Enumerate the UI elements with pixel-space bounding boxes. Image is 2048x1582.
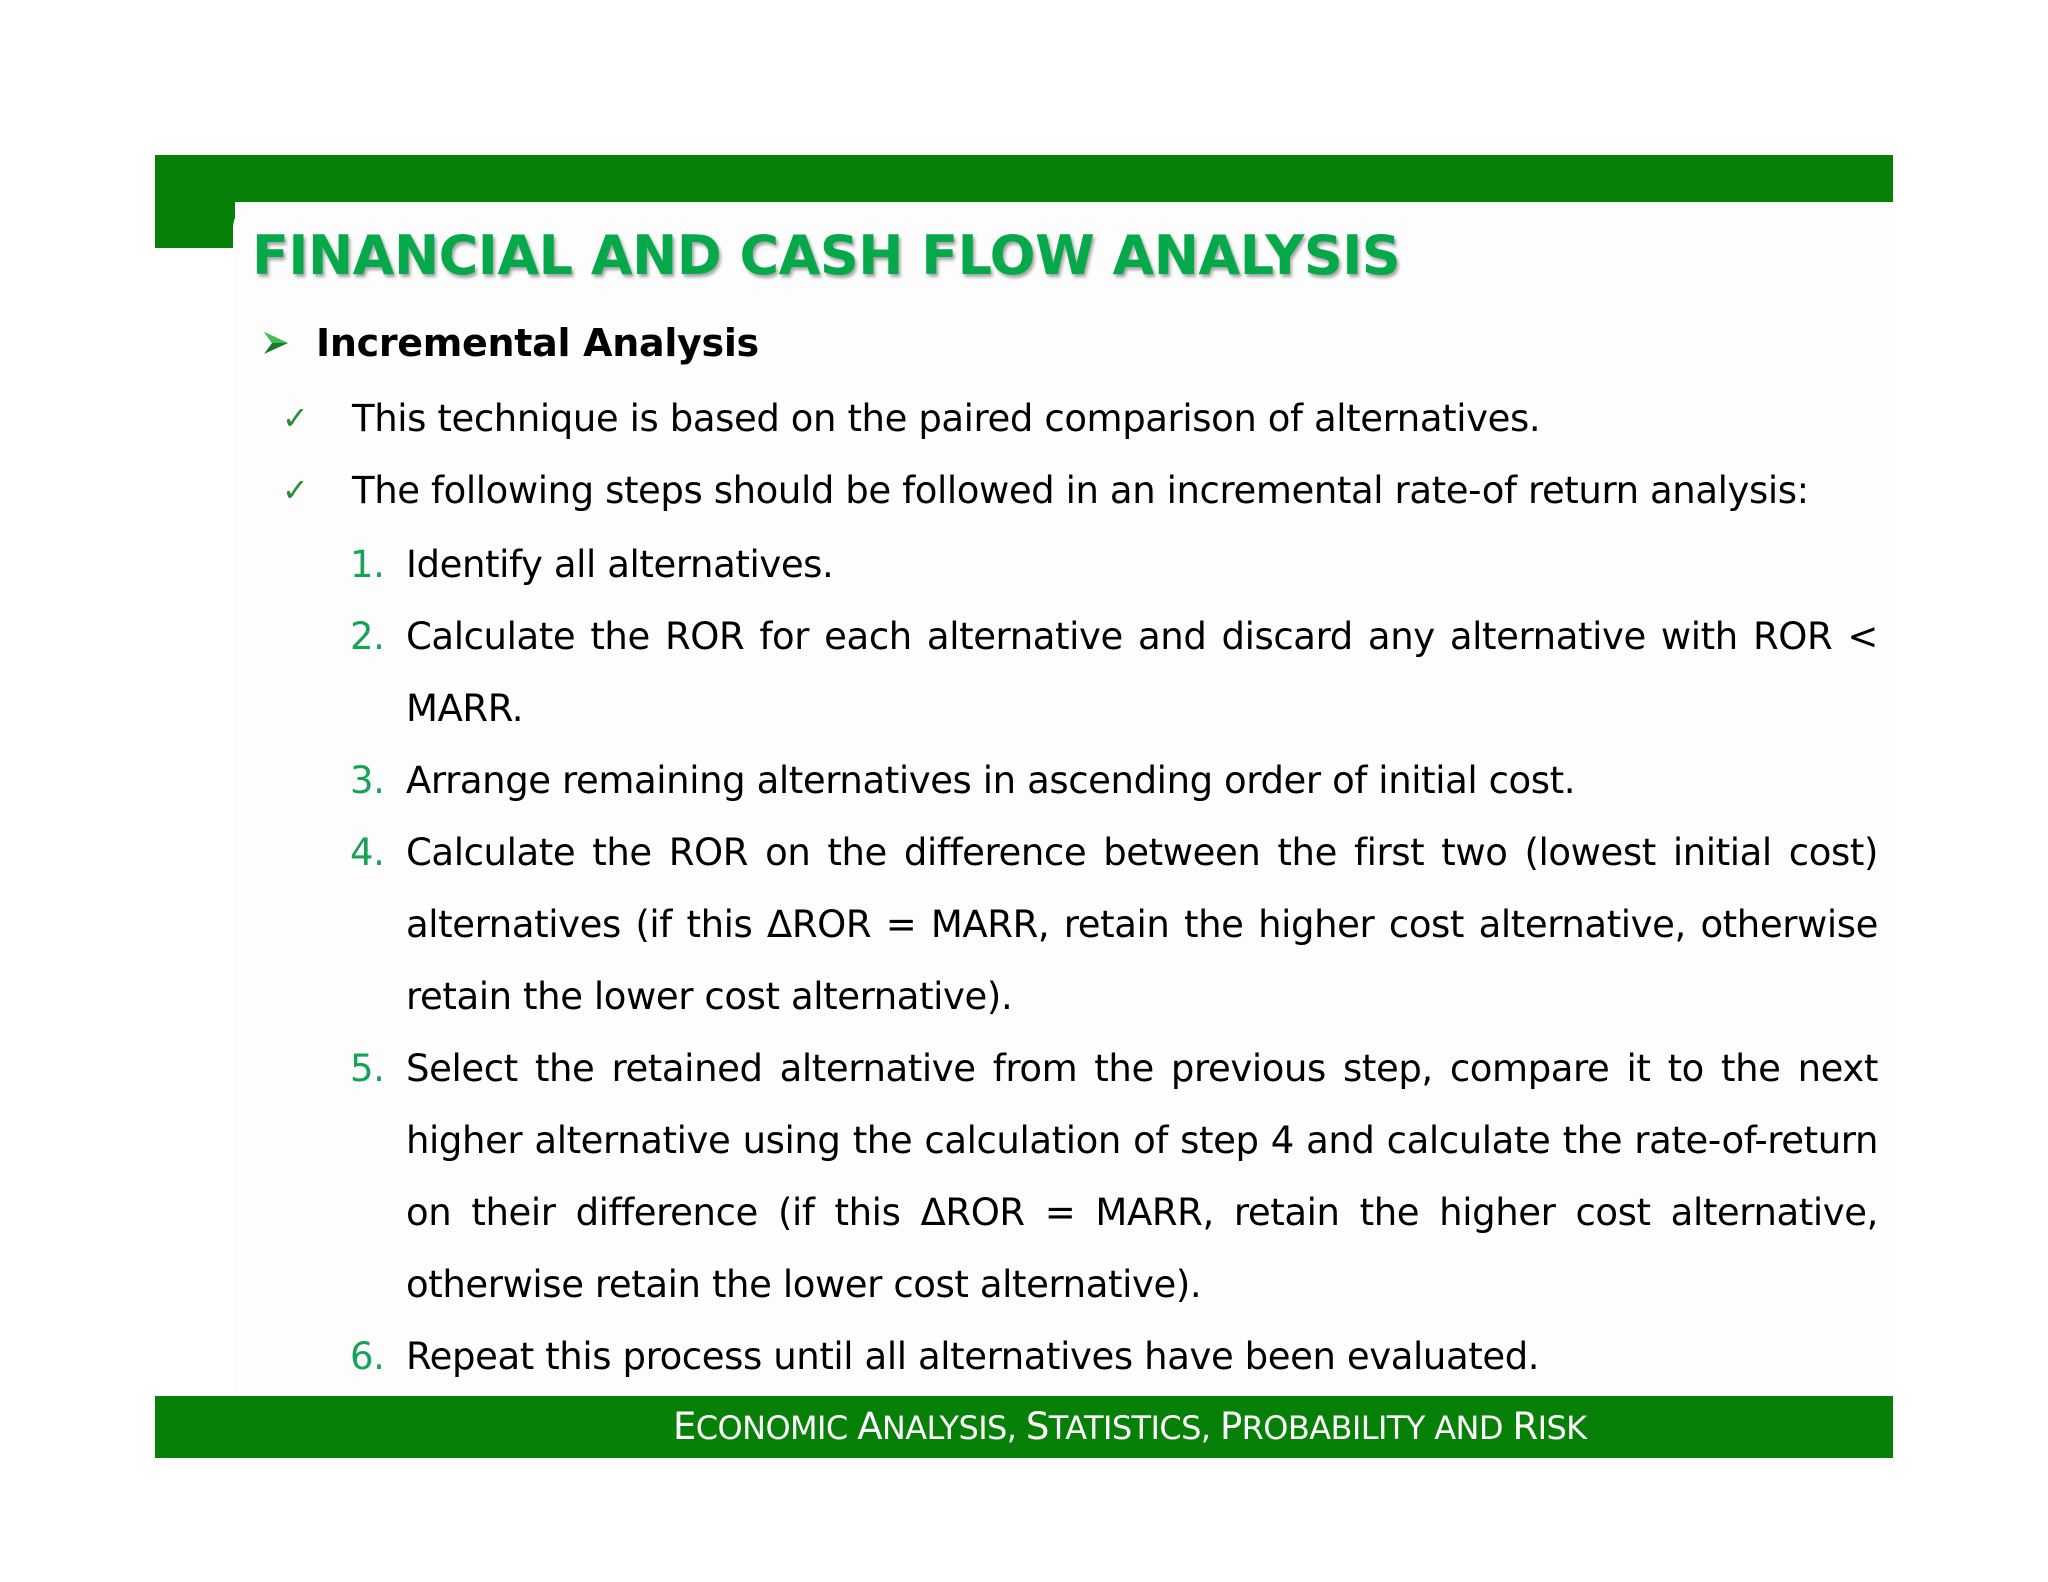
footer-word: TATISTICS, — [1048, 1409, 1220, 1447]
section-heading-label: Incremental Analysis — [316, 321, 759, 365]
footer-title — [673, 1396, 1587, 1458]
arrow-icon — [262, 329, 290, 357]
step-number: 1. — [350, 543, 385, 586]
footer-initial: R — [1512, 1405, 1538, 1448]
header-bar — [155, 155, 1893, 202]
bullet-text: This technique is based on the paired comparison of alternatives. — [352, 396, 1541, 440]
footer-word: ROBABILITY AND — [1241, 1409, 1513, 1447]
step-item — [350, 745, 1878, 817]
footer-bar — [155, 1396, 1893, 1458]
bullet-item — [282, 463, 1809, 517]
check-icon: ✓ — [282, 399, 309, 437]
step-number: 5. — [350, 1047, 385, 1090]
footer-word: ISK — [1537, 1409, 1587, 1447]
footer-word: CONOMIC — [695, 1409, 858, 1447]
step-item — [350, 817, 1878, 1033]
footer-word: NALYSIS, — [881, 1409, 1026, 1447]
header-bar-tab — [155, 155, 235, 248]
step-number: 2. — [350, 615, 385, 658]
check-icon: ✓ — [282, 471, 309, 509]
footer-initial: S — [1025, 1405, 1049, 1448]
footer-initial: A — [857, 1405, 882, 1448]
footer-initial: E — [673, 1405, 696, 1448]
step-number: 6. — [350, 1335, 385, 1378]
step-text: Calculate the ROR on the difference between the first two (lowest initial cost) alternatives (if this ΔROR = MARR, retain the higher cost alternative, otherwise retain the lower cost alternative). — [406, 831, 1878, 1018]
section-heading — [262, 318, 759, 368]
steps-list — [350, 529, 1878, 1393]
bullet-item — [282, 391, 1540, 445]
step-item — [350, 1033, 1878, 1321]
bullet-text: The following steps should be followed in an incremental rate-of return analysis: — [352, 468, 1809, 512]
step-item — [350, 601, 1878, 745]
step-item — [350, 529, 1878, 601]
step-item — [350, 1321, 1878, 1393]
step-text: Select the retained alternative from the previous step, compare it to the next higher alternative using the calculation of step 4 and calculate the rate-of-return on their difference (if this ΔROR = MARR, retain the higher cost alternative, otherwise retain the lower cost alternative). — [406, 1047, 1878, 1306]
slide-title: FINANCIAL AND CASH FLOW ANALYSIS — [252, 224, 1401, 287]
step-text: Calculate the ROR for each alternative and discard any alternative with ROR < MARR. — [406, 615, 1878, 730]
step-text: Arrange remaining alternatives in ascending order of initial cost. — [406, 759, 1576, 802]
step-number: 4. — [350, 831, 385, 874]
footer-initial: P — [1219, 1405, 1242, 1448]
step-number: 3. — [350, 759, 385, 802]
step-text: Identify all alternatives. — [406, 543, 834, 586]
step-text: Repeat this process until all alternatives have been evaluated. — [406, 1335, 1540, 1378]
